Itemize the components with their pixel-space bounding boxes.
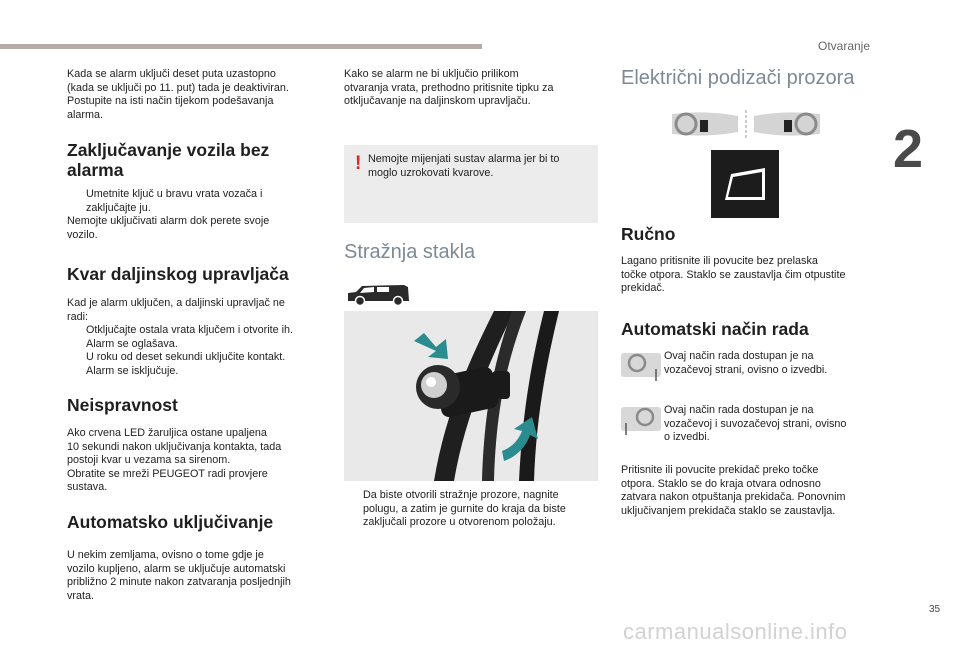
text-line: Obratite se mreži PEUGEOT radi provjere: [67, 467, 268, 480]
manual-body: [621, 255, 883, 296]
heading-auto-activation: Automatsko uključivanje: [67, 512, 274, 532]
bullet-item: [67, 324, 329, 351]
heading-line: Zaključavanje vozila bez: [67, 140, 270, 160]
bullet-item: [67, 188, 329, 215]
remote-fault-body: [67, 297, 329, 378]
bullet-icon: [67, 351, 86, 378]
text-line: Kada se alarm uključi deset puta uzastopno: [67, 68, 276, 80]
text-line: vozačevoj i suvozačevoj strani, ovisno: [664, 417, 847, 430]
text-line: Postupite na isti način tijekom podešavanja: [67, 95, 274, 107]
driver-side-steering-icon: [621, 349, 661, 383]
heading-rear-windows: Stražnja stakla: [344, 241, 476, 263]
text-line: sustava.: [67, 481, 108, 493]
text-line: otključavanje na daljinskom upravljaču.: [344, 95, 531, 107]
text-line: Kako se alarm ne bi uključio prilikom: [344, 68, 519, 80]
text-line: zaključajte ju.: [86, 201, 151, 214]
heading-line: alarma: [67, 160, 124, 180]
text-line: uključivanjem prekidača staklo se zaustavlja.: [621, 504, 836, 517]
heading-malfunction: Neispravnost: [67, 395, 178, 415]
both-sides-steering-icon: [621, 403, 661, 437]
text-line: Da biste otvorili stražnje prozore, nagnite: [363, 489, 559, 501]
van-silhouette-icon: [344, 283, 414, 307]
text-line: alarma.: [67, 108, 104, 121]
bullet-icon: [67, 324, 86, 351]
rear-windows-body: [344, 489, 598, 530]
text-line: zatvara nakon otpuštanja prekidača. Ponovnim: [621, 491, 846, 503]
text-line: (kada se uključi po 11. put) tada je deaktiviran.: [67, 81, 289, 94]
heading-lock-without-alarm: [67, 140, 329, 180]
bullet-icon: [67, 188, 86, 215]
auto-activation-body: [67, 549, 329, 603]
window-switch-panel-icon: [666, 108, 826, 140]
rear-window-latch-illustration: [344, 311, 598, 481]
text-line: vozilo kupljeno, alarm se uključuje automatski: [67, 562, 286, 575]
bullet-icon: [344, 489, 363, 530]
col2-intro: [344, 68, 598, 109]
window-switch-icon: [711, 150, 779, 218]
window-switch-closeup: [711, 150, 779, 218]
text-line: Alarm se oglašava.: [86, 337, 178, 350]
bullet-item: [344, 489, 598, 530]
header-bar: [0, 44, 482, 49]
col1-intro: [67, 68, 329, 122]
heading-remote-fault: Kvar daljinskog upravljača: [67, 264, 289, 284]
text-line: radi:: [67, 310, 89, 323]
section-label: Otvaranje: [818, 39, 871, 53]
warning-icon: !: [355, 153, 362, 174]
text-line: 10 sekundi nakon uključivanja kontakta, tada: [67, 440, 282, 453]
text-line: Pritisnite ili povucite prekidač preko točke: [621, 464, 819, 476]
text-line: otpora. Staklo se do kraja otvara odnosno: [621, 477, 821, 490]
text-line: vozačevoj strani, ovisno o izvedbi.: [664, 363, 828, 376]
malfunction-body: [67, 427, 329, 495]
watermark: carmanualsonline.info: [623, 619, 848, 644]
text-line: Ovaj način rada dostupan je na: [664, 404, 814, 416]
heading-manual: Ručno: [621, 224, 676, 244]
text-line: Nemojte uključivati alarm dok perete svoje: [67, 215, 270, 227]
text-line: Ako crvena LED žaruljica ostane upaljena: [67, 427, 267, 439]
bullet-item: [67, 351, 329, 378]
warning-text: [368, 153, 590, 180]
text-line: polugu, a zatim je gurnite do kraja da biste: [363, 502, 566, 515]
text-line: Kad je alarm uključen, a daljinski upravljač ne: [67, 297, 285, 309]
page-number: 35: [929, 604, 941, 615]
text-line: točke otpora. Staklo se zaustavlja čim otpustite: [621, 268, 846, 281]
text-line: prekidač.: [621, 282, 665, 294]
text-line: U nekim zemljama, ovisno o tome gdje je: [67, 549, 264, 561]
heading-auto-mode: Automatski način rada: [621, 319, 809, 339]
text-line: moglo uzrokovati kvarove.: [368, 166, 494, 179]
chapter-number: 2: [893, 119, 924, 179]
heading-power-windows: Električni podizači prozora: [621, 67, 855, 89]
auto-mode-body: [621, 464, 883, 518]
window-latch-icon: [344, 311, 598, 481]
text-line: Ovaj način rada dostupan je na: [664, 350, 814, 362]
text-line: vozilo.: [67, 228, 98, 241]
text-line: U roku od deset sekundi uključite kontakt.: [86, 351, 286, 363]
text-line: postoji kvar u vezama sa sirenom.: [67, 454, 231, 466]
text-line: o izvedbi.: [664, 431, 710, 443]
lock-without-alarm-body: [67, 188, 329, 242]
text-line: približno 2 minute nakon zatvaranja posljednjih: [67, 576, 291, 588]
text-line: Umetnite ključ u bravu vrata vozača i: [86, 188, 263, 200]
text-line: zaključali prozore u otvorenom položaju.: [363, 516, 556, 528]
text-line: Otključajte ostala vrata ključem i otvorite ih.: [86, 324, 294, 336]
text-line: Alarm se isključuje.: [86, 364, 179, 377]
text-line: Nemojte mijenjati sustav alarma jer bi to: [368, 153, 560, 165]
auto-mode-item-2: [664, 404, 884, 445]
text-line: otvaranja vrata, prethodno pritisnite tipku za: [344, 81, 554, 94]
text-line: Lagano pritisnite ili povucite bez prelaska: [621, 255, 818, 267]
auto-mode-item-1: [664, 350, 884, 377]
text-line: vrata.: [67, 589, 95, 602]
